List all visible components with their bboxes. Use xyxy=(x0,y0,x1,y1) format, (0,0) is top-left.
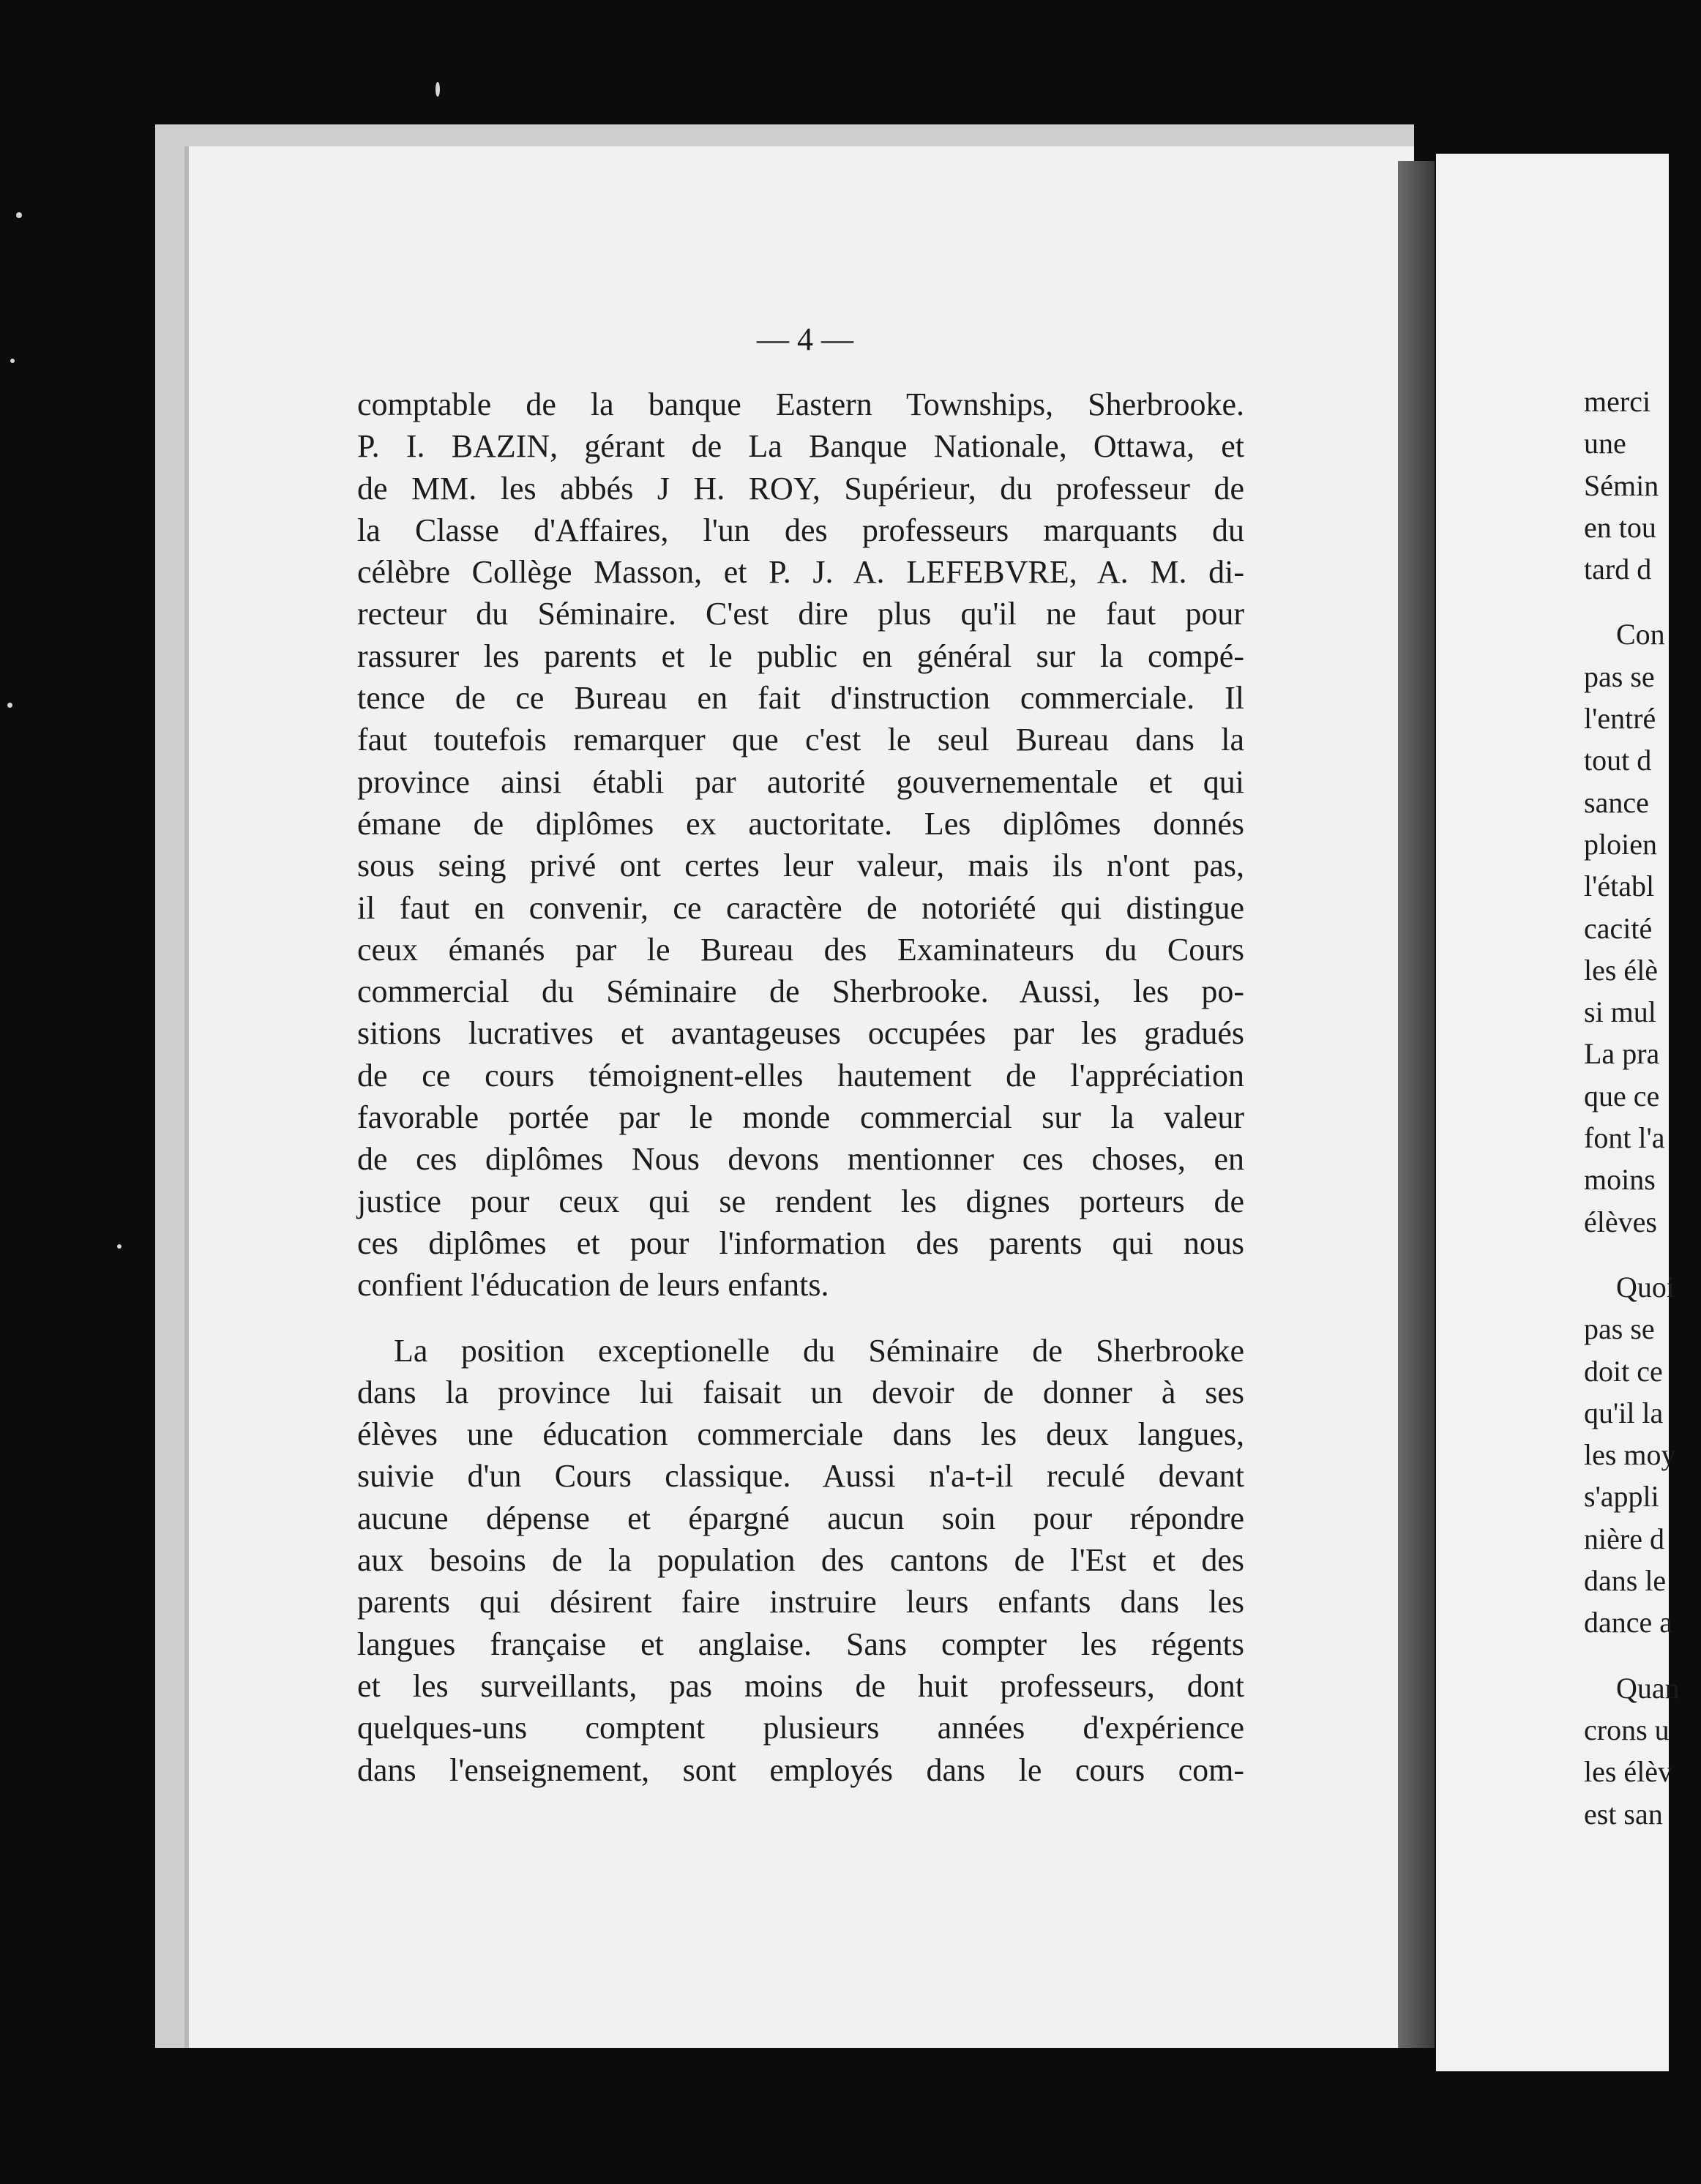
speck xyxy=(117,1244,122,1249)
right-text-line: pas se xyxy=(1584,1312,1655,1346)
speck xyxy=(7,703,12,708)
text-line: aucune dépense et épargné aucun soin pour répondre xyxy=(357,1500,1244,1536)
right-text-line: les élè xyxy=(1584,953,1659,987)
right-text-line: l'établ xyxy=(1584,870,1655,903)
right-text-line: doit ce xyxy=(1584,1354,1663,1388)
text-line: de ce cours témoignent-elles hautement de l'appréciation xyxy=(357,1057,1244,1093)
text-line: de ces diplômes Nous devons mentionner ces choses, en xyxy=(357,1141,1244,1178)
text-line: commercial du Séminaire de Sherbrooke. Aussi, les po- xyxy=(357,973,1244,1010)
right-text-line: La pra xyxy=(1584,1037,1660,1071)
text-line: aux besoins de la population des cantons de l'Est et des xyxy=(357,1542,1244,1579)
right-text-line: l'entré xyxy=(1584,702,1656,736)
paragraph-gap xyxy=(1584,1243,1701,1266)
paragraph-gap xyxy=(1584,1644,1701,1667)
right-text-line: Con xyxy=(1616,618,1665,651)
text-line: il faut en convenir, ce caractère de notoriété qui distingue xyxy=(357,889,1244,926)
text-line: de MM. les abbés J H. ROY, Supérieur, du professeur de xyxy=(357,470,1244,506)
text-line: dans l'enseignement, sont employés dans le cours com- xyxy=(357,1751,1244,1788)
right-text-line: ploien xyxy=(1584,827,1657,861)
speck xyxy=(10,359,15,363)
text-line: comptable de la banque Eastern Townships, Sherbrooke. xyxy=(357,386,1244,422)
right-text-line: moins xyxy=(1584,1163,1656,1197)
text-line: ceux émanés par le Bureau des Examinateurs du Cours xyxy=(357,931,1244,968)
right-text-line: pas se xyxy=(1584,659,1655,693)
text-line: province ainsi établi par autorité gouvernementale et qui xyxy=(357,763,1244,800)
right-text-line: Sémin xyxy=(1584,468,1659,502)
text-line: ces diplômes et pour l'information des parents qui nous xyxy=(357,1224,1244,1261)
right-text-line: que ce xyxy=(1584,1079,1660,1112)
text-line: La position exceptionelle du Séminaire de Sherbrooke xyxy=(394,1332,1244,1369)
right-text-line: tard d xyxy=(1584,553,1652,586)
right-text-line: les élèv xyxy=(1584,1755,1673,1789)
right-text-line: tout d xyxy=(1584,744,1652,777)
right-text-line: Quoi xyxy=(1616,1270,1675,1304)
right-text-line: élèves xyxy=(1584,1205,1657,1238)
paragraph-gap xyxy=(1584,590,1701,613)
text-line: dans la province lui faisait un devoir de donner à ses xyxy=(357,1374,1244,1410)
right-text-line: nière d xyxy=(1584,1522,1664,1555)
right-text-line: les moy xyxy=(1584,1438,1676,1472)
text-line: sitions lucratives et avantageuses occupées par les gradués xyxy=(357,1015,1244,1052)
text-line: suivie d'un Cours classique. Aussi n'a-t-il reculé devant xyxy=(357,1458,1244,1495)
text-line: et les surveillants, pas moins de huit professeurs, dont xyxy=(357,1667,1244,1704)
text-line: recteur du Séminaire. C'est dire plus qu'il ne faut pour xyxy=(357,596,1244,632)
text-line: faut toutefois remarquer que c'est le seul Bureau dans la xyxy=(357,722,1244,758)
text-line: P. I. BAZIN, gérant de La Banque Nationale, Ottawa, et xyxy=(357,428,1244,465)
paragraph-gap xyxy=(357,1306,1244,1330)
text-line: célèbre Collège Masson, et P. J. A. LEFEBVRE, A. M. di- xyxy=(357,554,1244,591)
text-line: la Classe d'Affaires, l'un des professeurs marquants du xyxy=(357,512,1244,548)
right-text-line: Quan xyxy=(1616,1671,1680,1705)
paragraph-2 xyxy=(357,1330,1244,1791)
speck xyxy=(16,212,22,218)
book-gutter xyxy=(1398,161,1435,2048)
right-text-line: s'appli xyxy=(1584,1480,1659,1514)
page-number: — 4 — xyxy=(757,321,853,357)
right-text-line: si mul xyxy=(1584,995,1656,1029)
right-page-text xyxy=(1584,381,1701,1835)
text-line: quelques-uns comptent plusieurs années d'expérience xyxy=(357,1710,1244,1746)
right-text-line: qu'il la xyxy=(1584,1396,1664,1429)
right-text-line: une xyxy=(1584,427,1626,460)
right-text-line: dans le xyxy=(1584,1564,1667,1598)
right-text-line: cacité xyxy=(1584,911,1653,945)
right-text-line: dance a xyxy=(1584,1606,1673,1639)
text-line: élèves une éducation commerciale dans les deux langues, xyxy=(357,1416,1244,1453)
right-text-line: est san xyxy=(1584,1797,1663,1830)
text-line: favorable portée par le monde commercial sur la valeur xyxy=(357,1099,1244,1136)
right-text-line: merci xyxy=(1584,385,1651,418)
right-text-line: font l'a xyxy=(1584,1121,1665,1155)
text-line: justice pour ceux qui se rendent les dignes porteurs de xyxy=(357,1183,1244,1219)
right-text-line: crons u xyxy=(1584,1713,1670,1746)
text-line: rassurer les parents et le public en général sur la compé- xyxy=(357,637,1244,674)
left-page-text xyxy=(357,384,1244,1791)
right-text-line: sance xyxy=(1584,785,1649,819)
speck xyxy=(435,82,440,97)
text-line: langues française et anglaise. Sans compter les régents xyxy=(357,1626,1244,1662)
text-line: sous seing privé ont certes leur valeur, mais ils n'ont pas, xyxy=(357,848,1244,884)
text-line: confient l'éducation de leurs enfants. xyxy=(357,1267,829,1304)
text-line: tence de ce Bureau en fait d'instruction commerciale. Il xyxy=(357,680,1244,717)
text-line: parents qui désirent faire instruire leurs enfants dans les xyxy=(357,1584,1244,1620)
right-text-line: en tou xyxy=(1584,510,1656,544)
text-line: émane de diplômes ex auctoritate. Les diplômes donnés xyxy=(357,805,1244,842)
paragraph-1 xyxy=(357,384,1244,1306)
